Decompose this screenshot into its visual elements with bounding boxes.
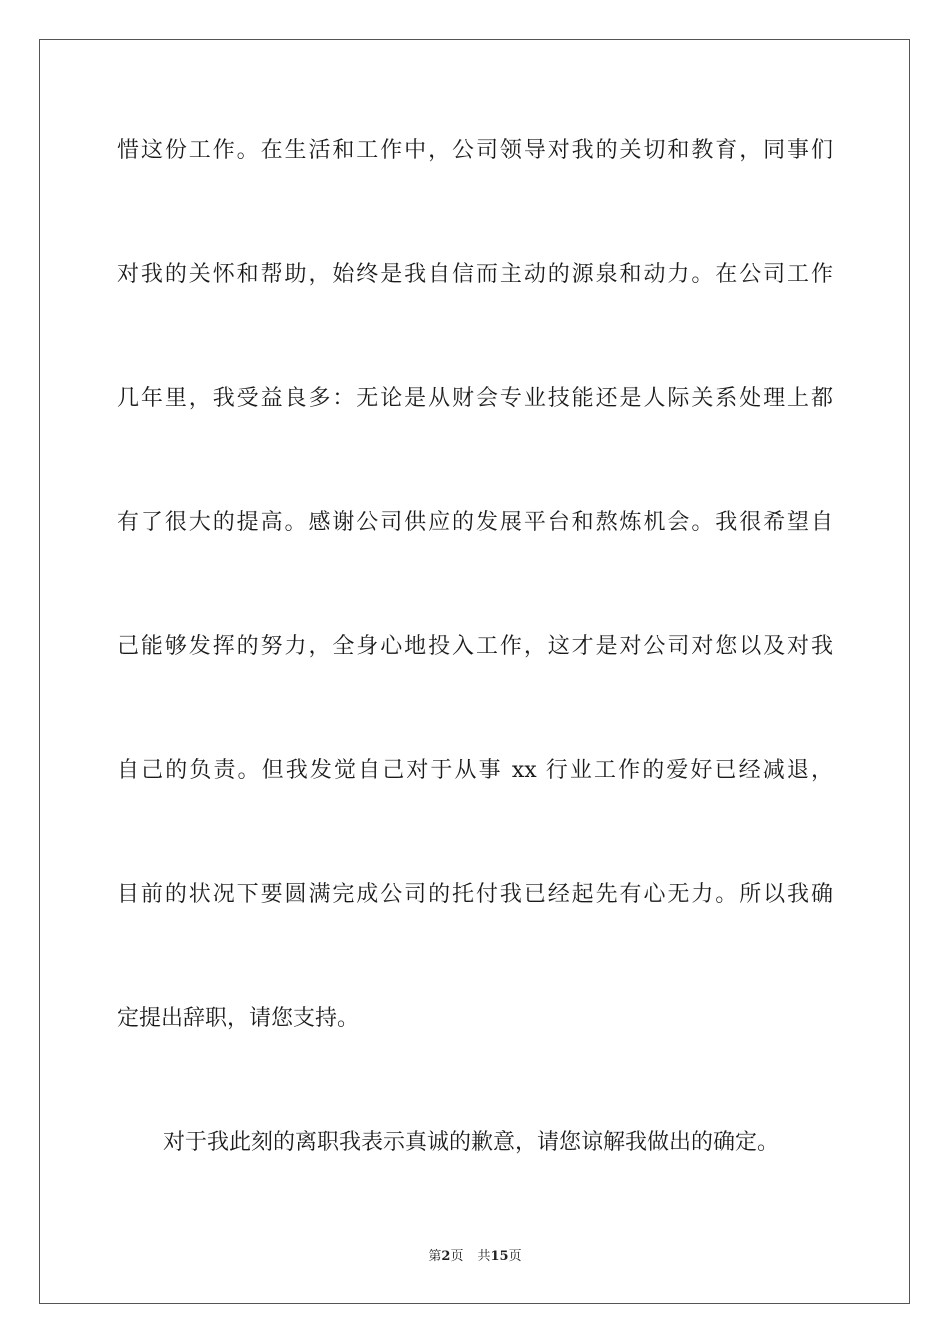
paragraph-line: 自己的负责。但我发觉自己对于从事 xx 行业工作的爱好已经减退， — [117, 758, 833, 783]
page-footer — [0, 1248, 950, 1266]
paragraph-line: 有了很大的提高。感谢公司供应的发展平台和熬炼机会。我很希望自 — [117, 510, 833, 535]
paragraph-line: 定提出辞职，请您支持。 — [117, 1006, 360, 1031]
paragraph-line: 几年里，我受益良多：无论是从财会专业技能还是人际关系处理上都 — [117, 386, 833, 411]
total-suffix: 页 — [508, 1249, 522, 1264]
paragraph-line: 惜这份工作。在生活和工作中，公司领导对我的关切和教育，同事们 — [117, 138, 833, 163]
total-pages: 15 — [490, 1249, 509, 1264]
paragraph-line: 己能够发挥的努力，全身心地投入工作，这才是对公司对您以及对我 — [117, 634, 833, 659]
paragraph-line: 对我的关怀和帮助，始终是我自信而主动的源泉和动力。在公司工作 — [117, 262, 833, 287]
apology-paragraph: 对于我此刻的离职我表示真诚的歉意，请您谅解我做出的确定。 — [163, 1130, 780, 1155]
page-number: 2 — [441, 1249, 451, 1264]
page-border — [39, 39, 910, 1304]
paragraph-line: 目前的状况下要圆满完成公司的托付我已经起先有心无力。所以我确 — [117, 882, 833, 907]
page-prefix: 第 — [428, 1249, 442, 1264]
page-suffix: 页 — [450, 1249, 464, 1264]
total-prefix: 共 — [477, 1249, 491, 1264]
